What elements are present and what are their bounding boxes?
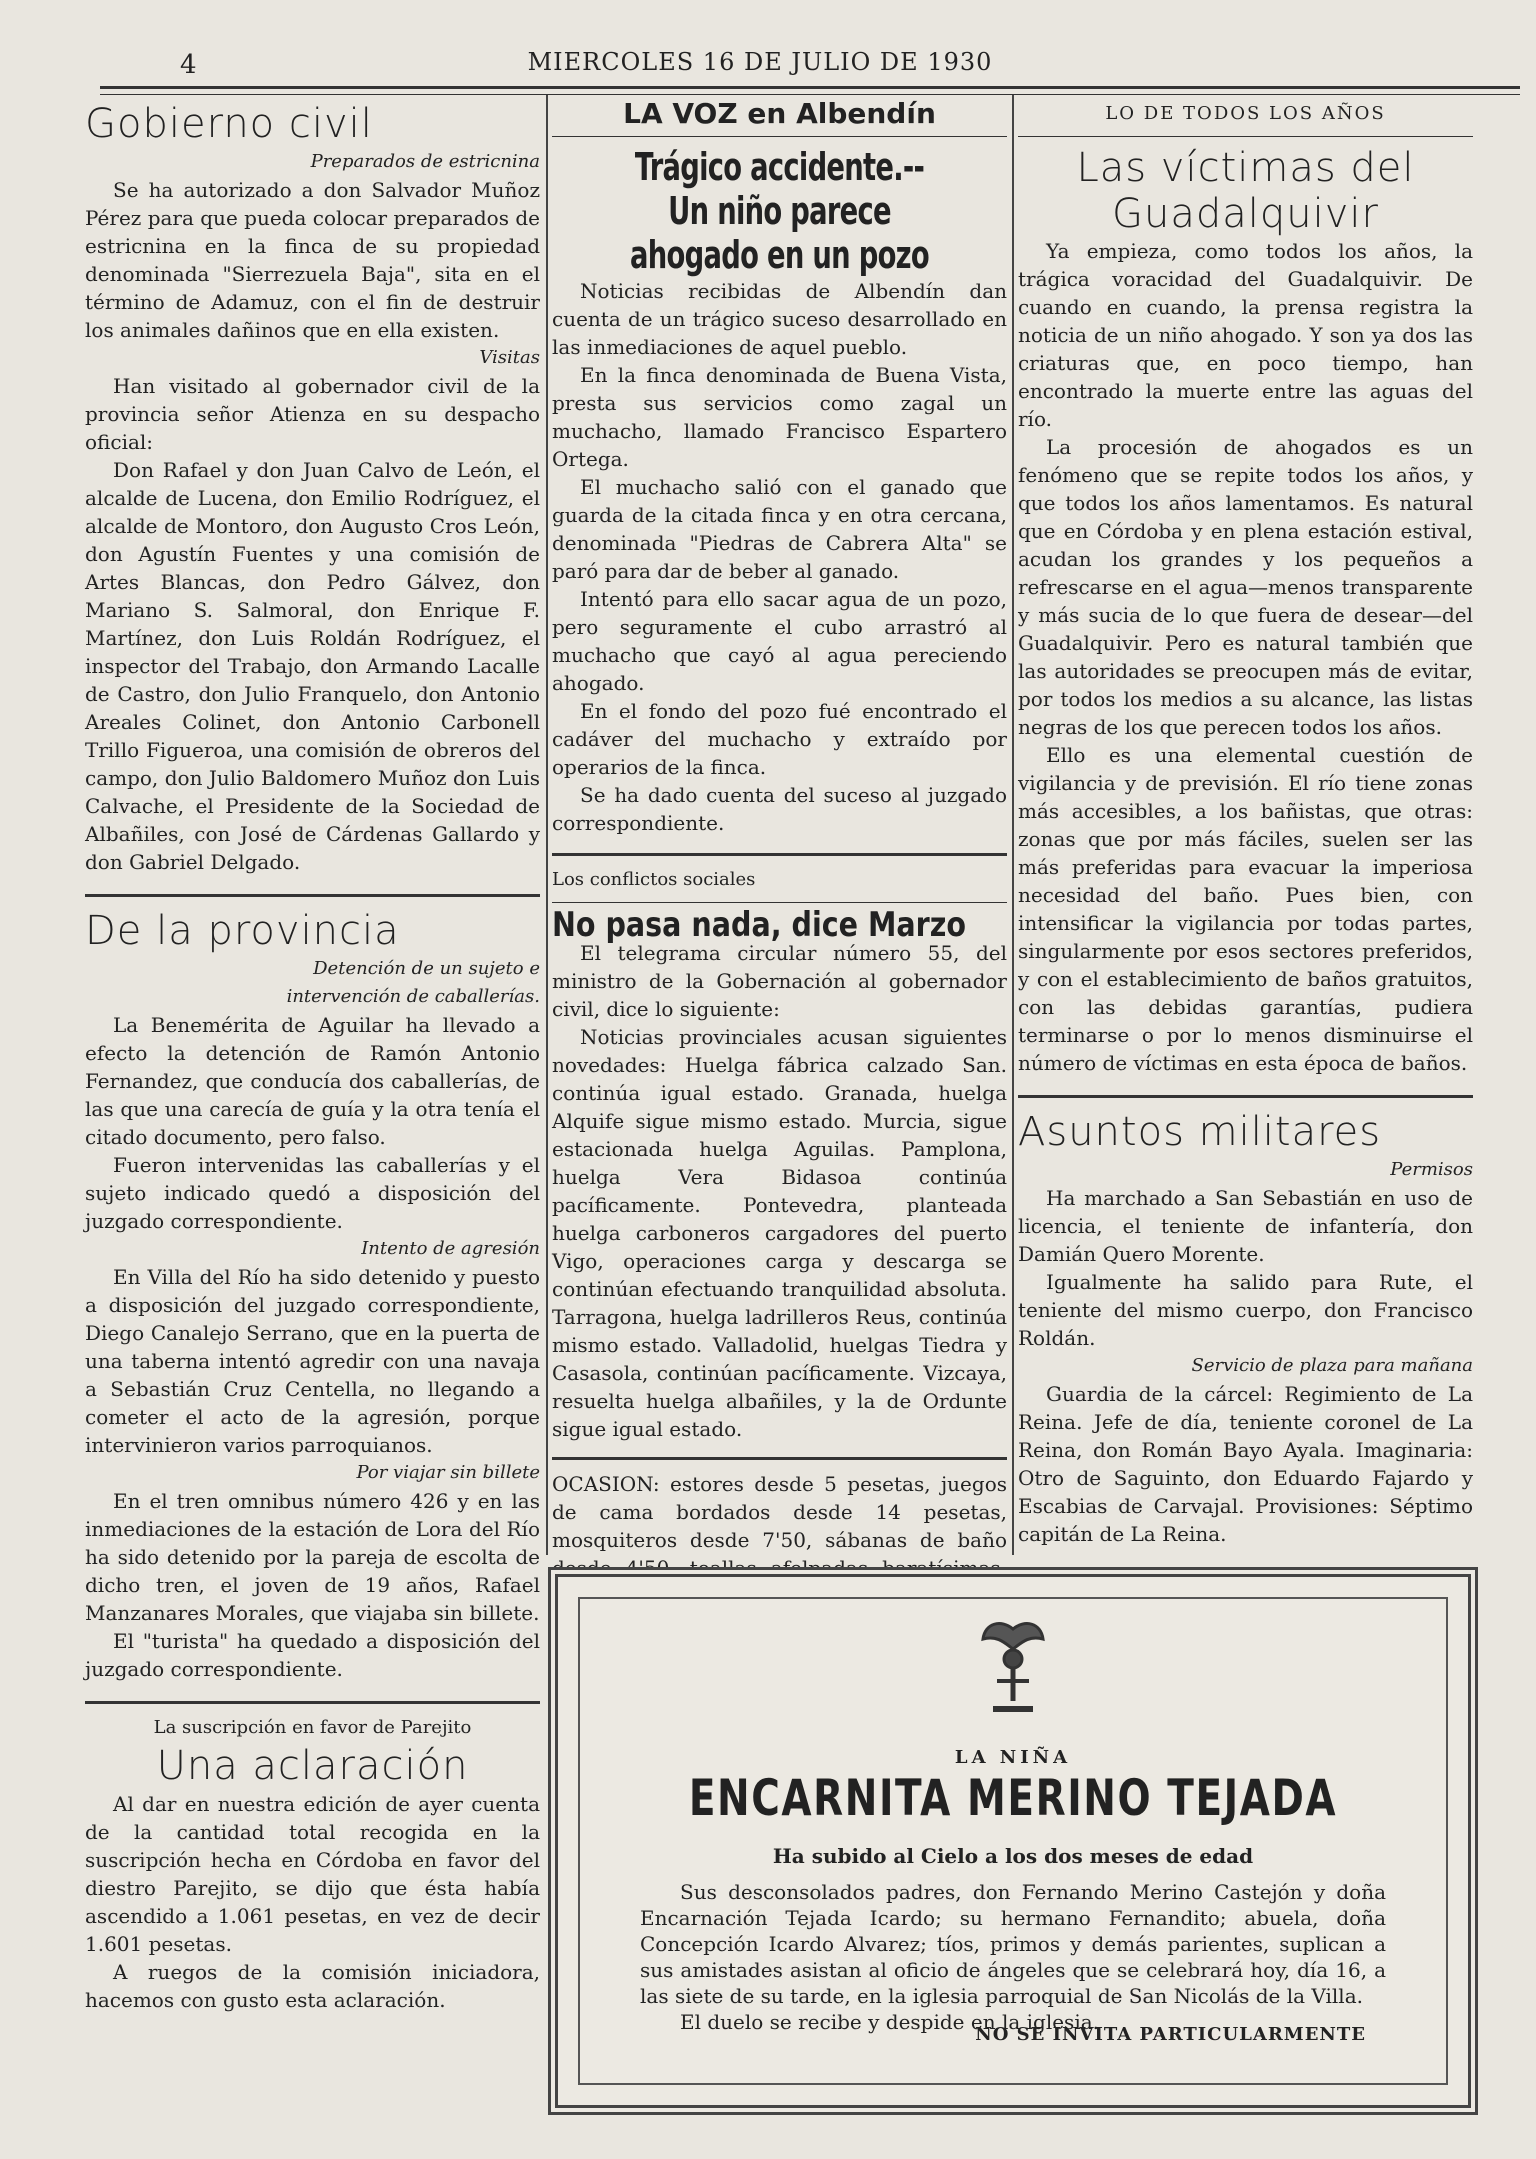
aclaracion-text-1: Al dar en nuestra edición de ayer cuenta de la cantidad total recogida en la suscripción hecha en Córdoba en favor del diestro Parejito, se dijo que ésta había ascendido a 1.061 pesetas, en vez de decir 1.601 pesetas. xyxy=(85,1792,540,1956)
marzo-text-2: Noticias provinciales acusan siguientes novedades: Huelga fábrica calzado San. continúa igual estado. Granada, huelga Alquife sigue mismo estado. Murcia, sigue estacionada huelga Aguilas. Pamplona, huelga Vera Bidasoa continúa pacíficamente. Pontevedra, planteada huelga carboneros cargadores del puerto Vigo, operaciones carga y descarga se continúan efectuando tranquilidad absoluta. Tarragona, huelga ladrilleros Reus, continúa mismo estado. Valladolid, huelgas Tiedra y Casasola, continúan pacíficamente. Vizcaya, resuelta huelga albañiles, y la de Ordunte sigue igual estado. xyxy=(552,1025,1007,1441)
section-rule xyxy=(85,1701,540,1704)
victimas-text-2: La procesión de ahogados es un fenómeno que se repite todos los años, y que todos los años lamentamos. Es natural que en Córdoba y en plena estación estival, acudan los grandes y los pequeños a refrescarse en el agua—menos transparente y más sucia de lo que fuera de desear—del Guadalquivir. Pero es natural también que las autoridades se preocupen más de evitar, por todos los medios a su alcance, las listas negras de los que perecen todos los años. xyxy=(1018,435,1473,739)
tragico-text-5: En el fondo del pozo fué encontrado el cadáver del muchacho y extraído por operarios de la finca. xyxy=(552,699,1007,779)
billete-text-1: En el tren omnibus número 426 y en las inmediaciones de la estación de Lora del Río ha sido detenido por la pareja de escolta de dicho tren, el joven de 19 años, Rafael Manzanares Morales, que viajaba sin billete. xyxy=(85,1489,540,1625)
agresion-text: En Villa del Río ha sido detenido y puesto a disposición del juzgado correspondiente, Diego Canalejo Serrano, que en la puerta de una taberna intentó agredir con una navaja a Sebastián Cruz Centella, no llegando a cometer el acto de la agresión, porque intervinieron varios parroquianos. xyxy=(85,1265,540,1457)
estricnina-text: Se ha autorizado a don Salvador Muñoz Pérez para que pueda colocar preparados de estricnina en la finca de su propiedad denominada "Sierrezuela Baja", sita en el término de Adamuz, con el fin de destruir los animales dañinos que en ella existen. xyxy=(85,178,540,342)
obituary-subtitle: Ha subido al Cielo a los dos meses de edad xyxy=(772,1844,1254,1868)
column-divider-2 xyxy=(1012,95,1014,1555)
detencion-text-2: Fueron intervenidas las caballerías y el sujeto indicado quedó a disposición del juzgado correspondiente. xyxy=(85,1153,540,1233)
section-rule xyxy=(85,894,540,897)
subhead-billete: Por viajar sin billete xyxy=(356,1462,540,1483)
tragico-text-6: Se ha dado cuenta del suceso al juzgado correspondiente. xyxy=(552,783,1007,835)
section-rule xyxy=(552,853,1007,856)
servicio-text: Guardia de la cárcel: Regimiento de La Reina. Jefe de día, teniente coronel de La Reina, don Román Bayo Ayala. Imaginaria: Otro de Saguinto, don Eduardo Fajardo y Escabias de Carvajal. Provisiones: Séptimo capitán de La Reina. xyxy=(1018,1382,1473,1546)
tragico-text-2: En la finca denominada de Buena Vista, presta sus servicios como zagal un muchacho, llamado Francisco Espartero Ortega. xyxy=(552,363,1007,471)
obituary-notice xyxy=(548,1567,1478,2115)
subhead-agresion: Intento de agresión xyxy=(361,1238,540,1259)
subhead-estricnina: Preparados de estricnina xyxy=(310,151,540,172)
obituary-footer: NO SE INVITA PARTICULARMENTE xyxy=(975,2024,1366,2045)
subhead-suscripcion: La suscripción en favor de Parejito xyxy=(153,1717,472,1738)
subhead-conflictos: Los conflictos sociales xyxy=(552,869,756,890)
subhead-servicio: Servicio de plaza para mañana xyxy=(1191,1355,1473,1376)
marzo-title: No pasa nada, dice Marzo xyxy=(552,905,967,945)
subhead-visitas: Visitas xyxy=(479,347,540,368)
obituary-name: ENCARNITA MERINO TEJADA xyxy=(688,1769,1338,1827)
angel-emblem-icon xyxy=(953,1609,1073,1729)
header-rule xyxy=(100,86,1520,95)
obituary-body-text: Sus desconsolados padres, don Fernando Merino Castejón y doña Encarnación Tejada Icardo; su hermano Fernandito; abuela, doña Concepción Icardo Alvarez; tíos, primos y demás parientes, suplican a sus amistades asistan al oficio de ángeles que se celebrará hoy, día 16, a las siete de su tarde, en la iglesia parroquial de San Nicolás de la Villa. xyxy=(640,1880,1386,2008)
tragico-title: Trágico accidente.--Un niño parece ahogado en un pozo xyxy=(630,145,929,277)
victimas-text-3: Ello es una elemental cuestión de vigilancia y de previsión. El río tiene zonas más accesibles, a los bañistas, que otras: zonas que por más fáciles, suelen ser las más preferidas para evacuar la imperiosa necesidad del baño. Pues bien, con intensificar la vigilancia por todas partes, singularmente por esos sectores preferidos, y con el establecimiento de baños gratuitos, con las debidas garantías, pudiera terminarse o por lo menos disminuirse el número de víctimas en esta época de baños. xyxy=(1018,743,1473,1075)
section-rule xyxy=(552,1457,1007,1460)
permisos-text-2: Igualmente ha salido para Rute, el teniente del mismo cuerpo, don Francisco Roldán. xyxy=(1018,1270,1473,1350)
victimas-text-1: Ya empieza, como todos los años, la trágica voracidad del Guadalquivir. De cuando en cuando, la prensa registra la noticia de un niño ahogado. Y son ya dos las criaturas que, en poco tiempo, han encontrado la muerte entre las aguas del río. xyxy=(1018,239,1473,431)
voz-albendin-title: LA VOZ en Albendín xyxy=(623,97,936,130)
detencion-text-1: La Benemérita de Aguilar ha llevado a efecto la detención de Ramón Antonio Fernandez, que conducía dos caballerías, de las que una carecía de guía y la otra tenía el citado documento, pero falso. xyxy=(85,1013,540,1149)
subhead-detencion: Detención de un sujeto e intervención de caballerías. xyxy=(286,958,540,1007)
page-number: 4 xyxy=(180,50,197,80)
column-2 xyxy=(552,97,1007,1610)
obituary-body xyxy=(640,1879,1386,2035)
visitas-text: Han visitado al gobernador civil de la provincia señor Atienza en su despacho oficial: xyxy=(85,374,540,454)
visitas-list: Don Rafael y don Juan Calvo de León, el alcalde de Lucena, don Emilio Rodríguez, el alcalde de Montoro, don Augusto Cros León, don Agustín Fuentes y una comisión de Artes Blancas, don Pedro Gálvez, don Mariano S. Salmoral, don Enrique F. Martínez, don Luis Roldán Rodríguez, el inspector del Trabajo, don Armando Lacalle de Castro, don Julio Franquelo, don Antonio Areales Colinet, don Antonio Carbonell Trillo Figueroa, una comisión de obreros del campo, don Julio Baldomero Muñoz don Luis Calvache, el Presidente de la Sociedad de Albañiles, con José de Cárdenas Gallardo y don Gabriel Delgado. xyxy=(85,458,540,874)
obituary-inner-border xyxy=(578,1597,1448,2085)
tragico-text-4: Intentó para ello sacar agua de un pozo, pero seguramente el cubo arrastró al muchacho que cayó al agua pereciendo ahogado. xyxy=(552,587,1007,695)
victimas-title: Las víctimas del Guadalquivir xyxy=(1076,145,1415,237)
section-rule xyxy=(1018,136,1473,137)
column-3 xyxy=(1018,100,1473,1548)
tragico-text-3: El muchacho salió con el ganado que guarda de la citada finca y en otra cercana, denominada "Piedras de Cabrera Alta" se paró para dar de beber al ganado. xyxy=(552,475,1007,583)
page-header xyxy=(40,40,1480,88)
aclaracion-title: Una aclaración xyxy=(156,1743,469,1789)
column-divider-1 xyxy=(546,95,548,1555)
gobierno-civil-title: Gobierno civil xyxy=(85,101,373,147)
permisos-text-1: Ha marchado a San Sebastián en uso de licencia, el teniente de infantería, don Damián Quero Morente. xyxy=(1018,1186,1473,1266)
section-rule xyxy=(552,136,1007,137)
tragico-text-1: Noticias recibidas de Albendín dan cuenta de un trágico suceso desarrollado en las inmediaciones de aquel pueblo. xyxy=(552,279,1007,359)
subhead-permisos: Permisos xyxy=(1390,1159,1473,1180)
militares-title: Asuntos militares xyxy=(1018,1109,1382,1155)
ocasion-ad: OCASION: estores desde 5 pesetas, juegos de cama bordados desde 14 pesetas, mosquiteros desde 7'50, sábanas de baño xyxy=(552,1472,1007,1552)
marzo-text-1: El telegrama circular número 55, del ministro de la Gobernación al gobernador civil, dice lo siguiente: xyxy=(552,941,1007,1021)
provincia-title: De la provincia xyxy=(85,908,400,954)
aclaracion-text-2: A ruegos de la comisión iniciadora, hacemos con gusto esta aclaración. xyxy=(85,1960,540,2012)
obituary-label: LA NIÑA xyxy=(954,1747,1072,1768)
section-rule xyxy=(1018,1095,1473,1098)
billete-text-2: El "turista" ha quedado a disposición del juzgado correspondiente. xyxy=(85,1629,540,1681)
subhead-todos-los-anos: LO DE TODOS LOS AÑOS xyxy=(1105,103,1386,124)
obituary-duelo: El duelo se recibe y despide en la iglesia. xyxy=(680,2010,1099,2034)
column-1 xyxy=(85,100,540,2014)
dateline: MIERCOLES 16 DE JULIO DE 1930 xyxy=(527,48,993,76)
section-rule xyxy=(552,902,1007,903)
